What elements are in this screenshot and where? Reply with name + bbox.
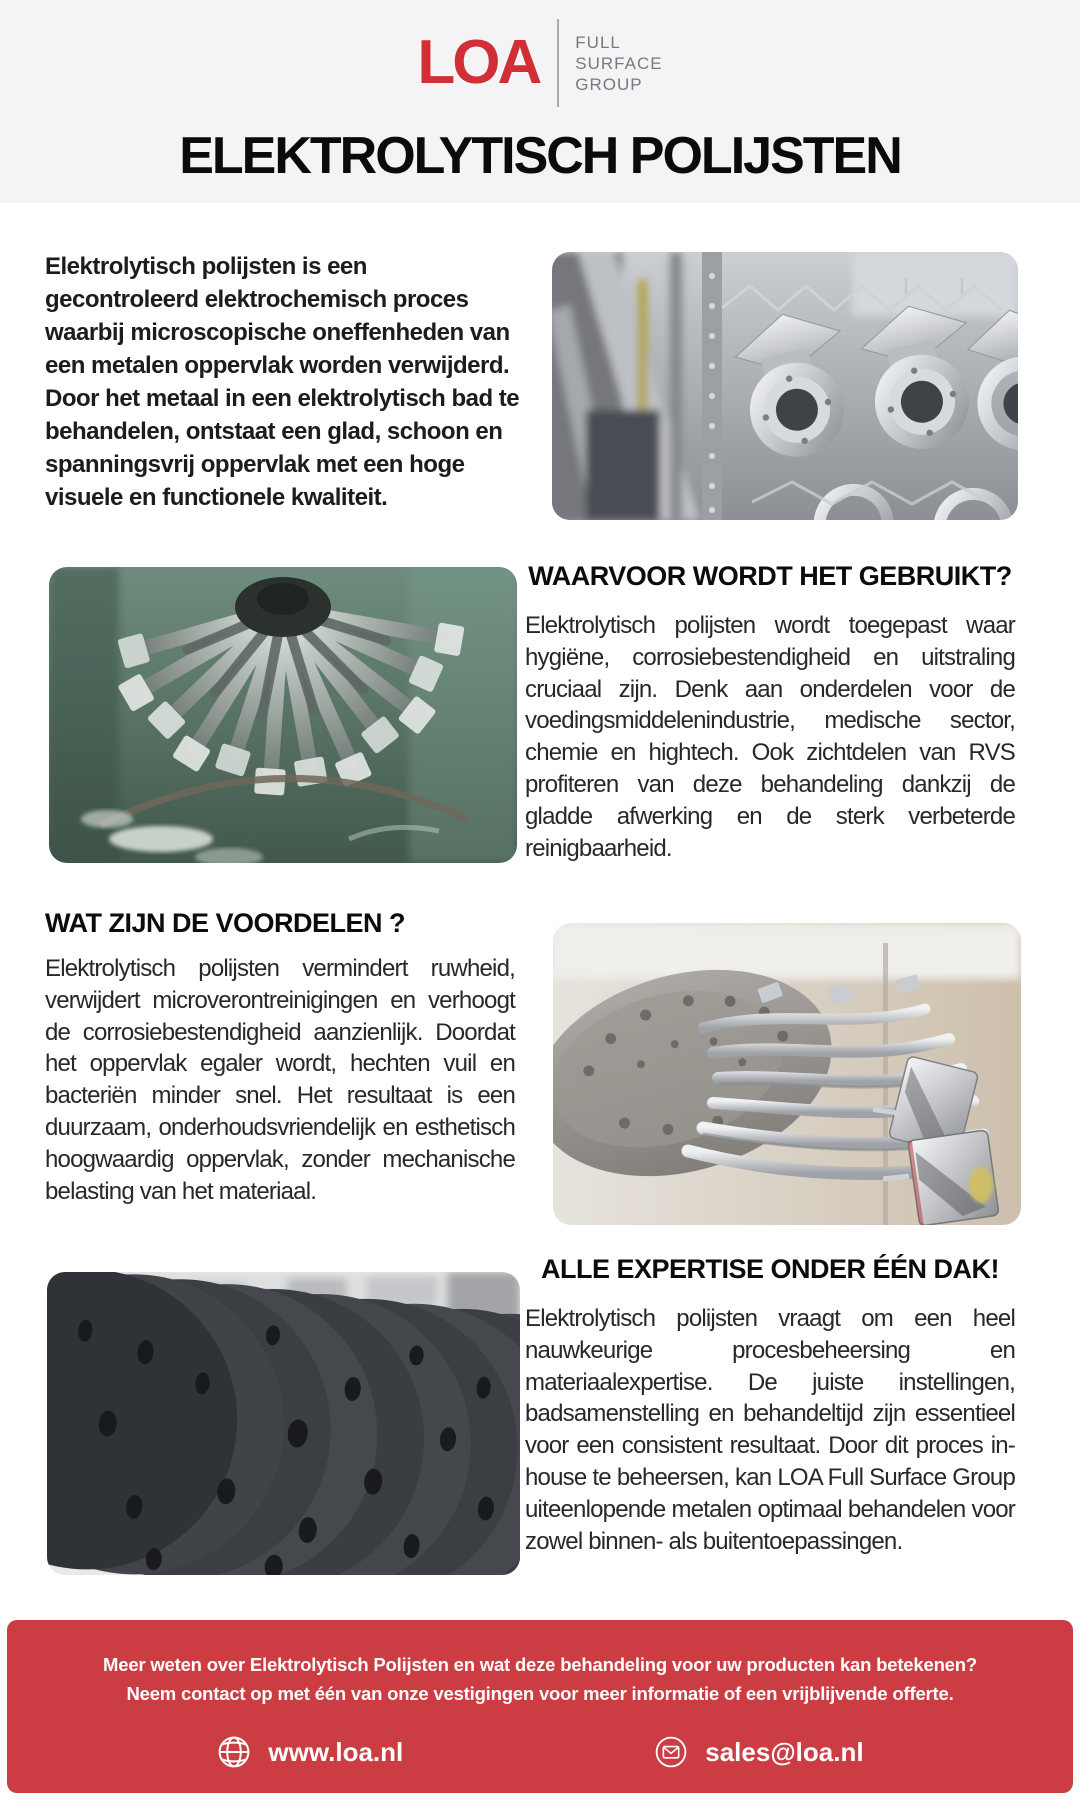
photo-steel-rack (553, 923, 1021, 1225)
photo-metal-discs-image (47, 1272, 520, 1575)
envelope-icon (653, 1734, 689, 1770)
logo-divider (557, 19, 559, 107)
logo-tagline (575, 32, 662, 95)
footer-message-line1: Meer weten over Elektrolytisch Polijsten en wat deze behandeling voor uw producten kan betekenen? (103, 1654, 977, 1675)
page-title: ELEKTROLYTISCH POLIJSTEN (179, 127, 901, 185)
photo-metal-parts (552, 252, 1018, 520)
logo (0, 18, 1080, 108)
footer-message (80, 1650, 1000, 1708)
photo-steel-rack-image (553, 923, 1021, 1225)
globe-icon (216, 1734, 252, 1770)
website-label: www.loa.nl (268, 1736, 404, 1767)
footer-message-line2: Neem contact op met één van onze vestigingen voor meer informatie of een vrijblijvende offerte. (126, 1683, 954, 1704)
email-link[interactable] (653, 1734, 863, 1770)
loa-logo: LOA (417, 28, 540, 97)
tagline-line: SURFACE (575, 53, 663, 73)
photo-metal-parts-image (552, 252, 1018, 520)
photo-green-bath (49, 567, 517, 863)
contact-row (7, 1734, 1073, 1770)
usage-body: Elektrolytisch polijsten wordt toegepast waar hygiëne, corrosiebestendigheid en uitstraling cruciaal zijn. Denk aan onderdelen voor de voedingsmiddelenindustrie, medische sector, chemie en hightech. Ook zichtdelen van RVS profiteren van deze behandeling dankzij de gladde afwerking en de sterk verbeterde reinigbaarheid. (525, 612, 1015, 862)
tagline-line: FULL (575, 32, 621, 52)
benefits-heading: WAT ZIJN DE VOORDELEN ? (45, 908, 406, 938)
benefits-body: Elektrolytisch polijsten vermindert ruwheid, verwijdert microverontreinigingen en verhoogt de corrosiebestendigheid aanzienlijk. Doordat het oppervlak egaler wordt, hechten vuil en bacteriën minder snel. Het resultaat is een duurzaam, onderhoudsvriendelijk en esthetisch hoogwaardig oppervlak, zonder mechanische belasting van het materiaal. (45, 955, 515, 1205)
intro-paragraph: Elektrolytisch polijsten is een gecontroleerd elektrochemisch proces waarbij microscopische oneffenheden van een metalen oppervlak worden verwijderd. Door het metaal in een elektrolytisch bad te behandelen, ontstaat een glad, schoon en spanningsvrij oppervlak met een hoge visuele en functionele kwaliteit. (45, 253, 520, 511)
footer (7, 1620, 1073, 1793)
usage-heading: WAARVOOR WORDT HET GEBRUIKT? (528, 561, 1012, 591)
photo-green-bath-image (49, 567, 517, 863)
expertise-heading: ALLE EXPERTISE ONDER ÉÉN DAK! (540, 1254, 1000, 1284)
email-label: sales@loa.nl (705, 1736, 864, 1767)
tagline-line: GROUP (575, 74, 643, 94)
photo-metal-discs (47, 1272, 520, 1575)
website-link[interactable] (216, 1734, 403, 1770)
header-band (0, 0, 1080, 203)
expertise-body: Elektrolytisch polijsten vraagt om een heel nauwkeurige procesbeheersing en materiaalexpertise. De juiste instellingen, badsamenstelling en behandeltijd zijn essentieel voor een consistent resultaat. Door dit proces in-house te beheersen, kan LOA Full Surface Group uiteenlopende metalen optimaal behandelen voor zowel binnen- als buitentoepassingen. (525, 1305, 1015, 1555)
